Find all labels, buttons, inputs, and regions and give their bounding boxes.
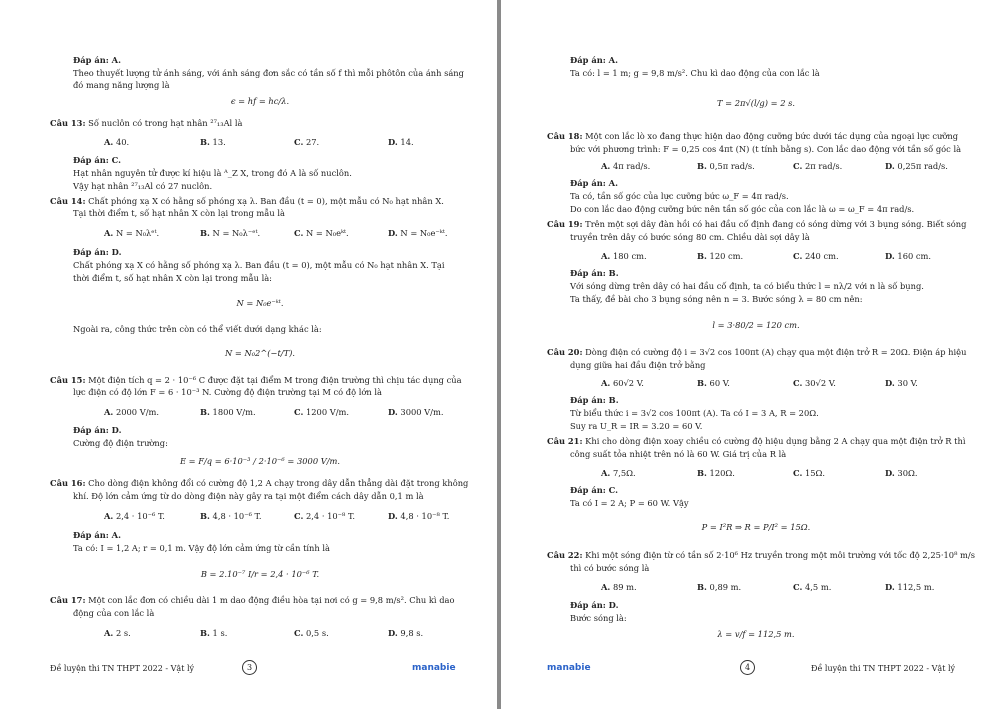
answer-text: Ngoài ra, công thức trên còn có thể viết dưới dạng khác là: <box>73 324 322 334</box>
question-text: khí. Độ lớn cảm ứng từ do dòng điện này gây ra tại một điểm cách dây dẫn 0,1 m là <box>73 491 424 501</box>
answer-text: Ta có: l = 1 m; g = 9,8 m/s². Chu kì dao động của con lắc là <box>570 68 820 78</box>
option: C. 0,5 s. <box>294 628 329 638</box>
equation: l = 3·80/2 = 120 cm. <box>712 320 800 330</box>
question-text: động của con lắc là <box>73 608 155 618</box>
question-20: Câu 20: Dòng điện có cường độ i = 3√2 cos 100πt (A) chạy qua một điện trở R = 20Ω. Điện áp hiệu <box>547 347 967 357</box>
option: D. 4,8 · 10⁻⁸ T. <box>388 511 450 521</box>
option: D. 9,8 s. <box>388 628 424 638</box>
answer-label: Đáp án: A. <box>570 55 619 65</box>
option: B. N = N₀λ⁻ᵉᵗ. <box>200 228 261 238</box>
option: D. 14. <box>388 137 414 147</box>
answer-text: Chất phóng xạ X có hằng số phóng xạ λ. Ban đầu (t = 0), một mẫu có N₀ hạt nhân X. Tại <box>73 260 445 270</box>
option: A. 60√2 V. <box>601 378 644 388</box>
option: A. 4π rad/s. <box>601 161 651 171</box>
option: A. N = N₀λᵉᵗ. <box>104 228 160 238</box>
question-text: lực điện có độ lớn F = 6 · 10⁻³ N. Cường độ điện trường tại M có độ lớn là <box>73 387 382 397</box>
option: B. 13. <box>200 137 226 147</box>
question-19: Câu 19: Trên một sợi dây đàn hồi có hai đầu cố định đang có sóng dừng với 3 bụng sóng. Biết sóng <box>547 219 967 229</box>
answer-label: Đáp án: C. <box>570 485 619 495</box>
equation: P = I²R ⇒ R = P/I² = 15Ω. <box>701 522 811 532</box>
option: D. 3000 V/m. <box>388 407 444 417</box>
question-text: dụng giữa hai đầu điện trở bằng <box>570 360 706 370</box>
page-number: 3 <box>242 660 257 675</box>
option: C. 30√2 V. <box>793 378 836 388</box>
answer-text: Ta có, tần số góc của lực cưỡng bức ω_F = 4π rad/s. <box>570 191 789 201</box>
footer-title: Đề luyện thi TN THPT 2022 - Vật lý <box>811 664 956 673</box>
option: B. 120Ω. <box>697 468 735 478</box>
answer-text: Theo thuyết lượng tử ánh sáng, với ánh sáng đơn sắc có tần số f thì mỗi phôtôn của ánh sáng <box>73 68 464 78</box>
question-15: Câu 15: Một điện tích q = 2 · 10⁻⁶ C được đặt tại điểm M trong điện trường thì chịu tác dụng của <box>50 375 462 385</box>
answer-label: Đáp án: D. <box>570 600 619 610</box>
equation: N = N₀2^(−t/T). <box>224 348 296 358</box>
footer-title: Đề luyện thi TN THPT 2022 - Vật lý <box>50 664 195 673</box>
option: D. 160 cm. <box>885 251 932 261</box>
equation: N = N₀e⁻ᵏᵗ. <box>236 298 284 308</box>
answer-text: Bước sóng là: <box>570 613 627 623</box>
answer-text: Với sóng dừng trên dây có hai đầu cố định, ta có biểu thức l = nλ/2 với n là số bụng. <box>570 281 924 291</box>
question-text: bức với phương trình: F = 0,25 cos 4πt (N) (t tính bằng s). Con lắc dao động với tần số góc là <box>570 144 962 154</box>
option: B. 60 V. <box>697 378 730 388</box>
answer-label: Đáp án: A. <box>73 55 122 65</box>
option: A. 180 cm. <box>601 251 647 261</box>
option: C. 2π rad/s. <box>793 161 843 171</box>
option: D. 112,5 m. <box>885 582 935 592</box>
option: C. 27. <box>294 137 320 147</box>
answer-text: Ta có I = 2 A; P = 60 W. Vậy <box>570 498 689 508</box>
answer-text: Suy ra U_R = IR = 3.20 = 60 V. <box>570 421 703 431</box>
option: B. 4,8 · 10⁻⁶ T. <box>200 511 262 521</box>
question-21: Câu 21: Khi cho dòng điện xoay chiều có cường độ hiệu dụng bằng 2 A chạy qua một điện trở R thì <box>547 436 966 446</box>
answer-text: Hạt nhân nguyên tử được kí hiệu là ᴬ_Z X, trong đó A là số nuclôn. <box>73 168 352 178</box>
answer-text: Cường độ điện trường: <box>73 438 168 448</box>
answer-text: Từ biểu thức i = 3√2 cos 100πt (A). Ta có I = 3 A, R = 20Ω. <box>570 408 819 418</box>
option: A. 40. <box>104 137 130 147</box>
page-3 <box>0 0 497 709</box>
brand-logo: manabie <box>547 663 591 673</box>
answer-text: Vậy hạt nhân ²⁷₁₃Al có 27 nuclôn. <box>73 181 213 191</box>
answer-text: Ta có: I = 1,2 A; r = 0,1 m. Vậy độ lớn cảm ứng từ cần tính là <box>73 543 330 553</box>
answer-label: Đáp án: C. <box>73 155 122 165</box>
option: B. 1 s. <box>200 628 228 638</box>
option: C. 2,4 · 10⁻⁸ T. <box>294 511 355 521</box>
question-13: Câu 13: Số nuclôn có trong hạt nhân ²⁷₁₃Al là <box>50 118 243 128</box>
option: B. 120 cm. <box>697 251 744 261</box>
question-text: công suất tỏa nhiệt trên nó là 60 W. Giá trị của R là <box>570 449 787 459</box>
brand-logo: manabie <box>412 663 456 673</box>
equation: E = F/q = 6·10⁻³ / 2·10⁻⁶ = 3000 V/m. <box>179 456 341 466</box>
option: C. 4,5 m. <box>793 582 832 592</box>
option: B. 0,5π rad/s. <box>697 161 755 171</box>
option: D. 30 V. <box>885 378 918 388</box>
option: B. 1800 V/m. <box>200 407 256 417</box>
question-17: Câu 17: Một con lắc đơn có chiều dài 1 m dao động điều hòa tại nơi có g = 9,8 m/s². Chu kì dao <box>50 595 455 605</box>
option: A. 2,4 · 10⁻⁶ T. <box>104 511 165 521</box>
option: C. 15Ω. <box>793 468 826 478</box>
question-16: Câu 16: Cho dòng điện không đổi có cường độ 1,2 A chạy trong dây dẫn thẳng dài đặt trong không <box>50 478 469 488</box>
equation: ϵ = hf = hc/λ. <box>230 96 290 106</box>
option: C. 240 cm. <box>793 251 839 261</box>
answer-label: Đáp án: D. <box>73 425 122 435</box>
option: C. 1200 V/m. <box>294 407 350 417</box>
answer-text: đó mang năng lượng là <box>73 80 170 90</box>
question-text: Tại thời điểm t, số hạt nhân X còn lại trong mẫu là <box>73 208 285 218</box>
equation: T = 2π√(l/g) = 2 s. <box>716 98 796 108</box>
option: D. 30Ω. <box>885 468 918 478</box>
answer-label: Đáp án: A. <box>570 178 619 188</box>
question-text: thì có bước sóng là <box>570 563 650 573</box>
question-14: Câu 14: Chất phóng xạ X có hằng số phóng xạ λ. Ban đầu (t = 0), một mẫu có N₀ hạt nhân X. <box>50 196 444 206</box>
page-number: 4 <box>740 660 755 675</box>
option: D. 0,25π rad/s. <box>885 161 948 171</box>
option: A. 2000 V/m. <box>104 407 160 417</box>
answer-label: Đáp án: B. <box>570 395 619 405</box>
answer-label: Đáp án: D. <box>73 247 122 257</box>
option: D. N = N₀e⁻ᵏᵗ. <box>388 228 448 238</box>
option: A. 2 s. <box>104 628 131 638</box>
answer-text: thời điểm t, số hạt nhân X còn lại trong mẫu là: <box>73 273 272 283</box>
answer-text: Ta thấy, đề bài cho 3 bụng sóng nên n = 3. Bước sóng λ = 80 cm nên: <box>570 294 863 304</box>
option: A. 89 m. <box>601 582 637 592</box>
option: C. N = N₀eᵏᵗ. <box>294 228 349 238</box>
answer-text: Do con lắc dao động cưỡng bức nên tần số góc của con lắc là ω = ω_F = 4π rad/s. <box>570 204 915 214</box>
question-18: Câu 18: Một con lắc lò xo đang thực hiện dao động cưỡng bức dưới tác dụng của ngoại lực cưỡng <box>547 131 959 141</box>
answer-label: Đáp án: A. <box>73 530 122 540</box>
answer-label: Đáp án: B. <box>570 268 619 278</box>
option: B. 0,89 m. <box>697 582 742 592</box>
equation: λ = v/f = 112,5 m. <box>717 629 795 639</box>
question-22: Câu 22: Khi một sóng điện từ có tần số 2·10⁶ Hz truyền trong một môi trường với tốc độ 2,25·10⁸ m/s <box>547 550 975 560</box>
question-text: truyền trên dây có bước sóng 80 cm. Chiều dài sợi dây là <box>570 232 810 242</box>
option: A. 7,5Ω. <box>601 468 636 478</box>
equation: B = 2.10⁻⁷ I/r = 2,4 · 10⁻⁶ T. <box>200 569 320 579</box>
page-4 <box>501 0 1000 709</box>
